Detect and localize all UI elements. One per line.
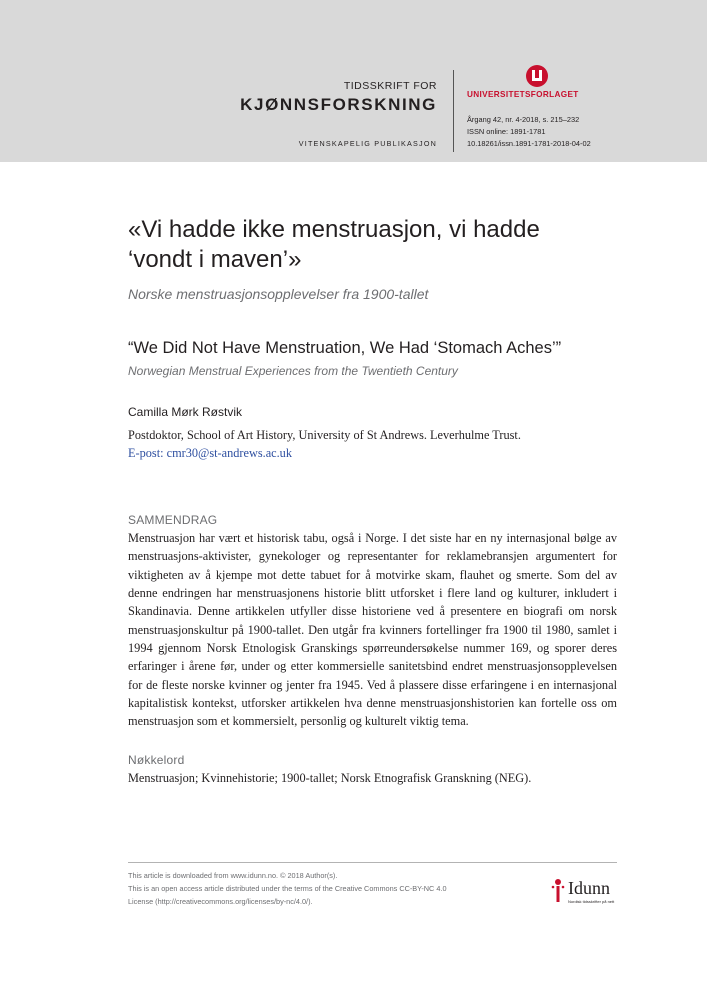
keywords-text: Menstruasjon; Kvinnehistorie; 1900-tallet; Norsk Etnografisk Granskning (NEG). — [128, 771, 532, 785]
series-label: VITENSKAPELIG PUBLIKASJON — [298, 139, 437, 148]
footer-license-note: This is an open access article distributed under the terms of the Creative Commons CC-BY-NC 4.0 — [128, 884, 447, 893]
volume-pages: Årgang 42, nr. 4-2018, s. 215–232 — [467, 115, 580, 124]
keywords-heading: Nøkkelord — [128, 753, 185, 767]
title-line-2: ‘vondt i maven’» — [128, 246, 302, 273]
journal-header — [0, 0, 707, 162]
issn: ISSN online: 1891-1781 — [467, 127, 546, 136]
journal-name: KJØNNSFORSKNING — [240, 95, 437, 114]
article-subtitle-norwegian: Norske menstruasjonsopplevelser fra 1900-tallet — [128, 286, 429, 302]
publisher-name: UNIVERSITETSFORLAGET — [467, 90, 579, 99]
author-email-line — [128, 446, 617, 461]
article-subtitle-english: Norwegian Menstrual Experiences from the Twentieth Century — [128, 364, 458, 378]
doi[interactable]: 10.18261/issn.1891-1781-2018-04-02 — [467, 139, 591, 148]
author-name: Camilla Mørk Røstvik — [128, 405, 242, 419]
footer-rule — [128, 862, 617, 863]
abstract-heading: SAMMENDRAG — [128, 513, 218, 527]
email-link[interactable]: cmr30@st-andrews.ac.uk — [166, 446, 292, 460]
publisher-logo-icon — [525, 64, 549, 88]
header-divider — [453, 70, 454, 152]
article-title-english: “We Did Not Have Menstruation, We Had ‘Stomach Aches’” — [128, 339, 562, 357]
idunn-wordmark: Idunn — [568, 878, 610, 898]
journal-prefix: TIDSSKRIFT FOR — [343, 80, 437, 92]
footer-download-note: This article is downloaded from www.idunn.no. © 2018 Author(s). — [128, 871, 338, 880]
article-title-norwegian — [128, 215, 617, 275]
idunn-logo-icon — [550, 878, 566, 904]
title-line-1: «Vi hadde ikke menstruasjon, vi hadde — [128, 216, 540, 243]
abstract-body: Menstruasjon har vært et historisk tabu, også i Norge. I det siste har en ny internasjonal bølge av menstruasjons-aktivister, gynekologer og representanter for reklamebransjen argumentert for viktigheten av å kjempe mot dette tabuet for å motvirke skam, flauhet og smerte. Som del av denne endringen har menstruasjonens historie blitt utforsket i flere land og kulturer, inkludert i Skandinavia. Denne artikkelen utfyller disse historiene ved å presentere en biografi om norsk menstruasjonskultur på 1900-tallet. Den utgår fra kvinners fortellinger fra 1900 til 1980, samlet i 1994 gjennom Norsk Etnologisk Granskings spørreundersøkelse nummer 169, og sporer deres erfaringer i årene før, under og etter kommersielle sanitetsbind endret menstruasjonsopplevelsen for de fleste norske kvinner og jenter fra 1945. Ved å plassere disse erfaringene i en internasjonal kapitalistisk kontekst, utforsker artikkelen hva denne menstruasjonshistorien kan fortelle oss om menstruasjon som et kommersielt, personlig og kulturelt viktig tema. — [128, 531, 617, 729]
footer-license-url[interactable]: License (http://creativecommons.org/licenses/by-nc/4.0/). — [128, 897, 313, 906]
email-label: E-post: — [128, 446, 164, 460]
idunn-tagline: Nordisk tidsskrifter på nett — [568, 899, 615, 904]
author-affiliation: Postdoktor, School of Art History, University of St Andrews. Leverhulme Trust. — [128, 428, 521, 442]
